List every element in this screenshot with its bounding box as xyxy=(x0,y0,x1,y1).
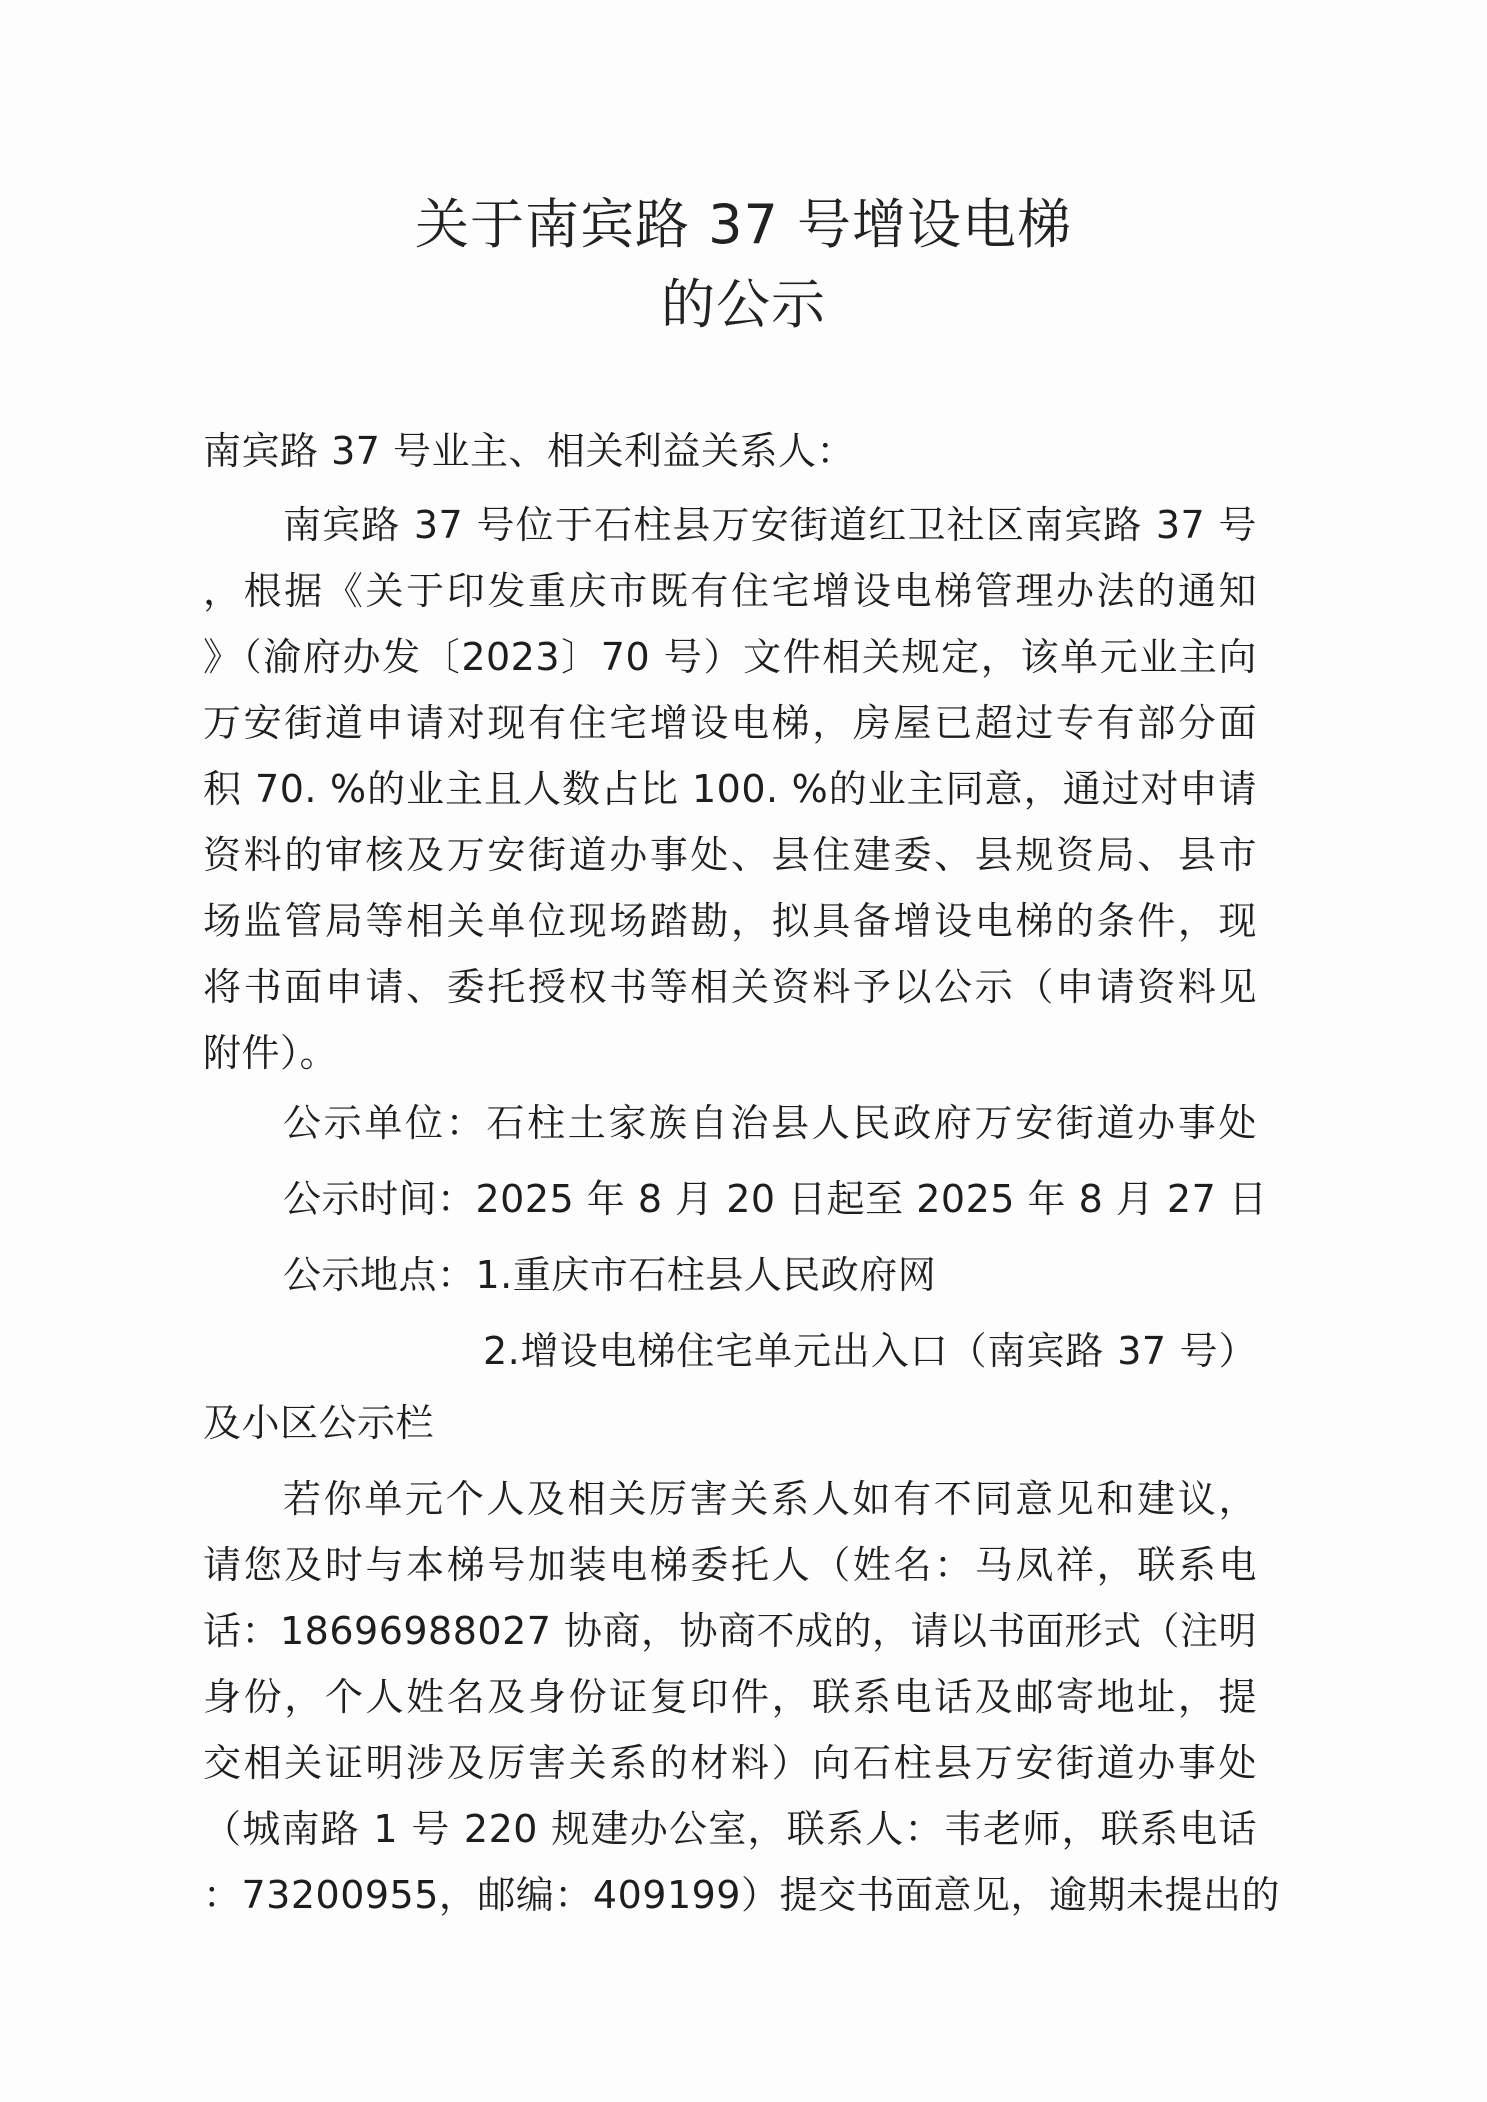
document-title-line-1: 关于南宾路 37 号增设电梯 xyxy=(414,193,1073,256)
paragraph-1-line-1: 南宾路 37 号位于石柱县万安街道红卫社区南宾路 37 号 xyxy=(283,503,1257,547)
paragraph-1-line-8: 将书面申请、委托授权书等相关资料予以公示（申请资料见 xyxy=(203,965,1257,1009)
paragraph-1-line-9: 附件）。 xyxy=(203,1031,339,1075)
publicity-place-3: 及小区公示栏 xyxy=(203,1401,435,1445)
paragraph-1-line-2: ，根据《关于印发重庆市既有住宅增设电梯管理办法的通知 xyxy=(203,569,1257,613)
publicity-place-2: 2.增设电梯住宅单元出入口（南宾路 37 号） xyxy=(483,1329,1257,1373)
paragraph-2-line-5: 交相关证明涉及厉害关系的材料）向石柱县万安街道办事处 xyxy=(203,1741,1257,1785)
paragraph-1-line-3: 》（渝府办发〔2023〕70 号）文件相关规定，该单元业主向 xyxy=(203,635,1257,679)
salutation: 南宾路 37 号业主、相关利益关系人： xyxy=(203,429,856,473)
document-title-line-2: 的公示 xyxy=(661,273,826,336)
publicity-unit: 公示单位：石柱土家族自治县人民政府万安街道办事处 xyxy=(283,1101,1257,1145)
paragraph-2-line-7: ：73200955，邮编：409199）提交书面意见，逾期未提出的 xyxy=(203,1873,1280,1917)
publicity-time: 公示时间：2025 年 8 月 20 日起至 2025 年 8 月 27 日 xyxy=(283,1177,1268,1221)
paragraph-1-line-4: 万安街道申请对现有住宅增设电梯，房屋已超过专有部分面 xyxy=(203,701,1257,745)
paragraph-1-line-7: 场监管局等相关单位现场踏勘，拟具备增设电梯的条件，现 xyxy=(203,899,1257,943)
paragraph-2-line-3: 话：18696988027 协商，协商不成的，请以书面形式（注明 xyxy=(203,1609,1258,1653)
paragraph-1-line-6: 资料的审核及万安街道办事处、县住建委、县规资局、县市 xyxy=(203,833,1257,877)
paragraph-2-line-4: 身份，个人姓名及身份证复印件，联系电话及邮寄地址，提 xyxy=(203,1675,1257,1719)
paragraph-1-line-5: 积 70. %的业主且人数占比 100. %的业主同意，通过对申请 xyxy=(203,767,1257,811)
paragraph-2-line-1: 若你单元个人及相关厉害关系人如有不同意见和建议， xyxy=(283,1477,1257,1521)
paragraph-2-line-2: 请您及时与本梯号加装电梯委托人（姓名：马凤祥，联系电 xyxy=(203,1543,1257,1587)
paragraph-2-line-6: （城南路 1 号 220 规建办公室，联系人：韦老师，联系电话 xyxy=(203,1807,1257,1851)
publicity-place-1: 公示地点：1.重庆市石柱县人民政府网 xyxy=(283,1253,937,1297)
